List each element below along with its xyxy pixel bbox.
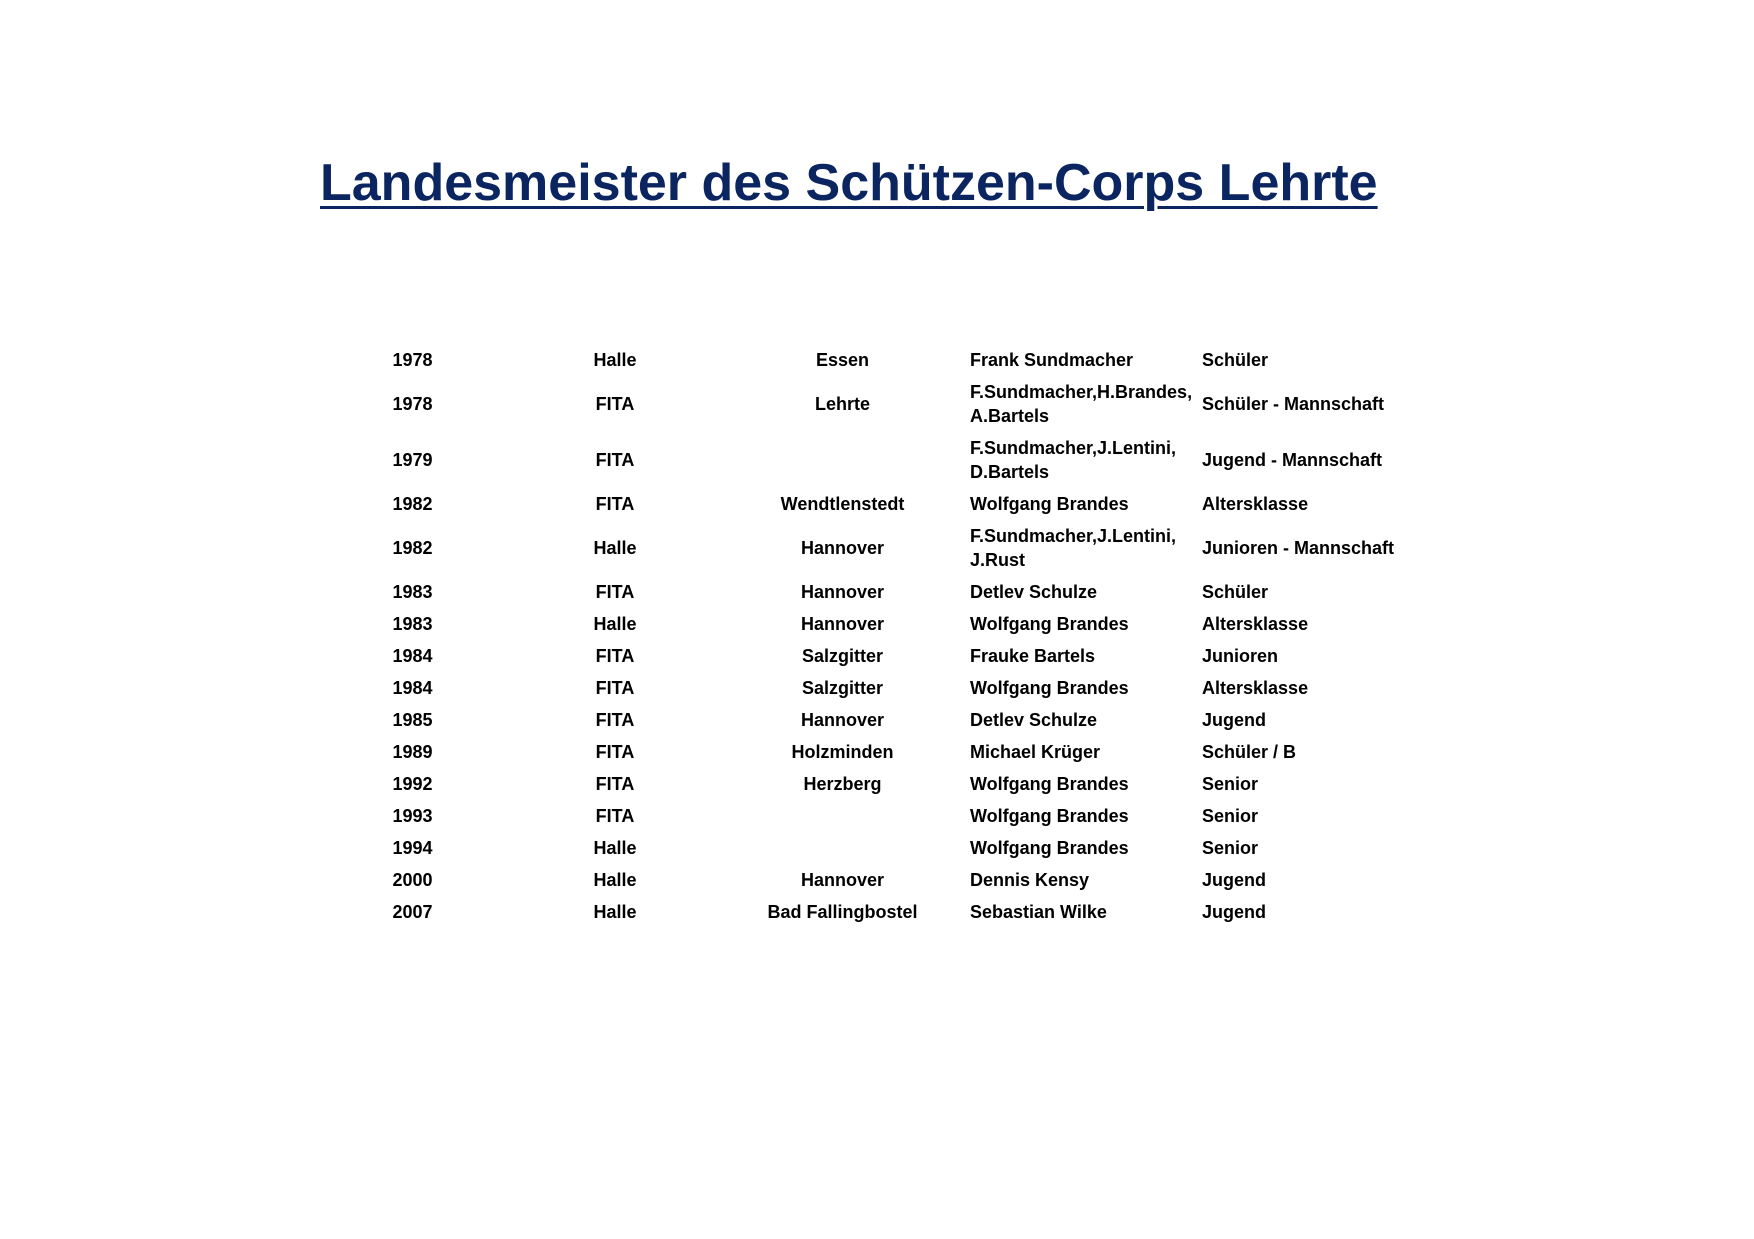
class-cell-text: Jugend <box>1202 870 1267 890</box>
name-cell <box>970 576 1202 608</box>
class-cell-text: Schüler - Mannschaft <box>1202 394 1385 414</box>
class-cell <box>1202 488 1405 520</box>
type-cell-text: Halle <box>593 902 637 922</box>
name-cell <box>970 768 1202 800</box>
table-row <box>310 432 1405 488</box>
type-cell-text: FITA <box>595 774 635 794</box>
table-row <box>310 864 1405 896</box>
table-row <box>310 800 1405 832</box>
year-cell <box>310 344 515 376</box>
year-cell-text: 1985 <box>392 710 433 730</box>
class-cell-text: Schüler <box>1202 582 1269 602</box>
name-cell-text: Wolfgang Brandes <box>970 774 1129 794</box>
place-cell-text: Holzminden <box>791 742 894 762</box>
name-cell-text: Wolfgang Brandes <box>970 838 1129 858</box>
class-cell-text: Senior <box>1202 806 1259 826</box>
class-cell <box>1202 344 1405 376</box>
type-cell-text: Halle <box>593 350 637 370</box>
name-cell <box>970 800 1202 832</box>
name-cell <box>970 376 1202 432</box>
name-cell <box>970 736 1202 768</box>
place-cell-text: Herzberg <box>803 774 882 794</box>
type-cell <box>515 344 715 376</box>
class-cell <box>1202 672 1405 704</box>
class-cell-text: Junioren - Mannschaft <box>1202 538 1395 558</box>
place-cell <box>715 800 970 832</box>
class-cell-text: Altersklasse <box>1202 614 1309 634</box>
type-cell <box>515 768 715 800</box>
name-cell-text: Wolfgang Brandes <box>970 678 1129 698</box>
place-cell-text: Lehrte <box>814 394 870 414</box>
year-cell <box>310 376 515 432</box>
place-cell <box>715 608 970 640</box>
class-cell-text: Jugend <box>1202 710 1267 730</box>
table-row <box>310 768 1405 800</box>
class-cell-text: Schüler <box>1202 350 1269 370</box>
class-cell <box>1202 376 1405 432</box>
results-table <box>310 344 1405 928</box>
class-cell-text: Jugend <box>1202 902 1267 922</box>
place-cell <box>715 768 970 800</box>
name-cell-text: F.Sundmacher,H.Brandes,A.Bartels <box>970 382 1193 426</box>
type-cell <box>515 672 715 704</box>
name-cell <box>970 832 1202 864</box>
type-cell-text: Halle <box>593 614 637 634</box>
name-cell-text: Sebastian Wilke <box>970 902 1107 922</box>
place-cell-text: Hannover <box>800 538 885 558</box>
type-cell <box>515 488 715 520</box>
place-cell-text: Essen <box>815 350 870 370</box>
place-cell <box>715 520 970 576</box>
place-cell-text: Hannover <box>800 582 885 602</box>
name-cell <box>970 864 1202 896</box>
year-cell <box>310 608 515 640</box>
results-table-body <box>310 344 1405 928</box>
class-cell <box>1202 640 1405 672</box>
place-cell <box>715 344 970 376</box>
table-row <box>310 736 1405 768</box>
table-row <box>310 704 1405 736</box>
class-cell <box>1202 832 1405 864</box>
name-cell <box>970 672 1202 704</box>
class-cell <box>1202 896 1405 928</box>
type-cell-text: Halle <box>593 838 637 858</box>
place-cell <box>715 832 970 864</box>
name-cell <box>970 896 1202 928</box>
class-cell <box>1202 576 1405 608</box>
place-cell-text: Salzgitter <box>801 646 884 666</box>
type-cell-text: FITA <box>595 710 635 730</box>
name-cell-text: Wolfgang Brandes <box>970 614 1129 634</box>
class-cell <box>1202 520 1405 576</box>
year-cell-text: 1984 <box>392 646 433 666</box>
place-cell <box>715 576 970 608</box>
year-cell <box>310 832 515 864</box>
year-cell <box>310 520 515 576</box>
place-cell <box>715 704 970 736</box>
year-cell-text: 1983 <box>392 614 433 634</box>
class-cell-text: Jugend - Mannschaft <box>1202 450 1383 470</box>
year-cell-text: 2000 <box>392 870 433 890</box>
name-cell <box>970 432 1202 488</box>
type-cell-text: FITA <box>595 742 635 762</box>
year-cell <box>310 896 515 928</box>
table-row <box>310 832 1405 864</box>
year-cell-text: 1989 <box>392 742 433 762</box>
place-cell-text: Hannover <box>800 710 885 730</box>
class-cell-text: Senior <box>1202 774 1259 794</box>
year-cell <box>310 672 515 704</box>
table-row <box>310 344 1405 376</box>
name-cell-text: F.Sundmacher,J.Lentini, J.Rust <box>970 526 1177 570</box>
year-cell-text: 1992 <box>392 774 433 794</box>
name-cell-text: Dennis Kensy <box>970 870 1090 890</box>
table-row <box>310 520 1405 576</box>
place-cell <box>715 376 970 432</box>
class-cell <box>1202 432 1405 488</box>
name-cell-text: F.Sundmacher,J.Lentini, D.Bartels <box>970 438 1177 482</box>
name-cell <box>970 608 1202 640</box>
type-cell-text: FITA <box>595 806 635 826</box>
year-cell-text: 1984 <box>392 678 433 698</box>
type-cell <box>515 432 715 488</box>
type-cell <box>515 704 715 736</box>
table-row <box>310 376 1405 432</box>
name-cell-text: Wolfgang Brandes <box>970 494 1129 514</box>
class-cell <box>1202 704 1405 736</box>
type-cell <box>515 608 715 640</box>
name-cell <box>970 488 1202 520</box>
name-cell <box>970 344 1202 376</box>
type-cell-text: FITA <box>595 646 635 666</box>
place-cell-text: Hannover <box>800 614 885 634</box>
class-cell-text: Altersklasse <box>1202 494 1309 514</box>
type-cell <box>515 800 715 832</box>
year-cell-text: 1978 <box>392 350 433 370</box>
name-cell-text: Detlev Schulze <box>970 582 1098 602</box>
class-cell <box>1202 800 1405 832</box>
name-cell-text: Michael Krüger <box>970 742 1101 762</box>
place-cell-text: Hannover <box>800 870 885 890</box>
type-cell-text: FITA <box>595 394 635 414</box>
class-cell-text: Schüler / B <box>1202 742 1297 762</box>
name-cell-text: Wolfgang Brandes <box>970 806 1129 826</box>
place-cell <box>715 736 970 768</box>
type-cell <box>515 736 715 768</box>
class-cell <box>1202 608 1405 640</box>
name-cell <box>970 520 1202 576</box>
place-cell <box>715 488 970 520</box>
place-cell <box>715 864 970 896</box>
class-cell <box>1202 864 1405 896</box>
place-cell <box>715 672 970 704</box>
page-title: Landesmeister des Schützen-Corps Lehrte <box>320 154 1378 212</box>
class-cell-text: Senior <box>1202 838 1259 858</box>
year-cell <box>310 768 515 800</box>
type-cell-text: Halle <box>593 870 637 890</box>
type-cell <box>515 864 715 896</box>
year-cell <box>310 576 515 608</box>
table-row <box>310 640 1405 672</box>
table-row <box>310 608 1405 640</box>
type-cell <box>515 520 715 576</box>
year-cell <box>310 640 515 672</box>
type-cell <box>515 640 715 672</box>
year-cell-text: 1978 <box>392 394 433 414</box>
type-cell-text: FITA <box>595 450 635 470</box>
year-cell <box>310 800 515 832</box>
name-cell-text: Detlev Schulze <box>970 710 1098 730</box>
year-cell <box>310 864 515 896</box>
year-cell-text: 1993 <box>392 806 433 826</box>
year-cell-text: 2007 <box>392 902 433 922</box>
year-cell-text: 1983 <box>392 582 433 602</box>
place-cell-text: Wendtlenstedt <box>780 494 905 514</box>
table-row <box>310 576 1405 608</box>
year-cell-text: 1979 <box>392 450 433 470</box>
year-cell-text: 1982 <box>392 494 433 514</box>
type-cell-text: FITA <box>595 494 635 514</box>
type-cell-text: FITA <box>595 582 635 602</box>
year-cell-text: 1982 <box>392 538 433 558</box>
class-cell-text: Junioren <box>1202 646 1279 666</box>
type-cell <box>515 832 715 864</box>
table-row <box>310 896 1405 928</box>
type-cell <box>515 896 715 928</box>
class-cell-text: Altersklasse <box>1202 678 1309 698</box>
type-cell-text: FITA <box>595 678 635 698</box>
place-cell <box>715 896 970 928</box>
place-cell <box>715 640 970 672</box>
name-cell <box>970 640 1202 672</box>
type-cell-text: Halle <box>593 538 637 558</box>
year-cell <box>310 432 515 488</box>
class-cell <box>1202 736 1405 768</box>
type-cell <box>515 576 715 608</box>
table-row <box>310 488 1405 520</box>
table-row <box>310 672 1405 704</box>
place-cell <box>715 432 970 488</box>
year-cell <box>310 704 515 736</box>
name-cell-text: Frauke Bartels <box>970 646 1096 666</box>
class-cell <box>1202 768 1405 800</box>
year-cell-text: 1994 <box>392 838 433 858</box>
name-cell-text: Frank Sundmacher <box>970 350 1134 370</box>
place-cell-text: Bad Fallingbostel <box>767 902 918 922</box>
year-cell <box>310 736 515 768</box>
type-cell <box>515 376 715 432</box>
year-cell <box>310 488 515 520</box>
name-cell <box>970 704 1202 736</box>
place-cell-text: Salzgitter <box>801 678 884 698</box>
